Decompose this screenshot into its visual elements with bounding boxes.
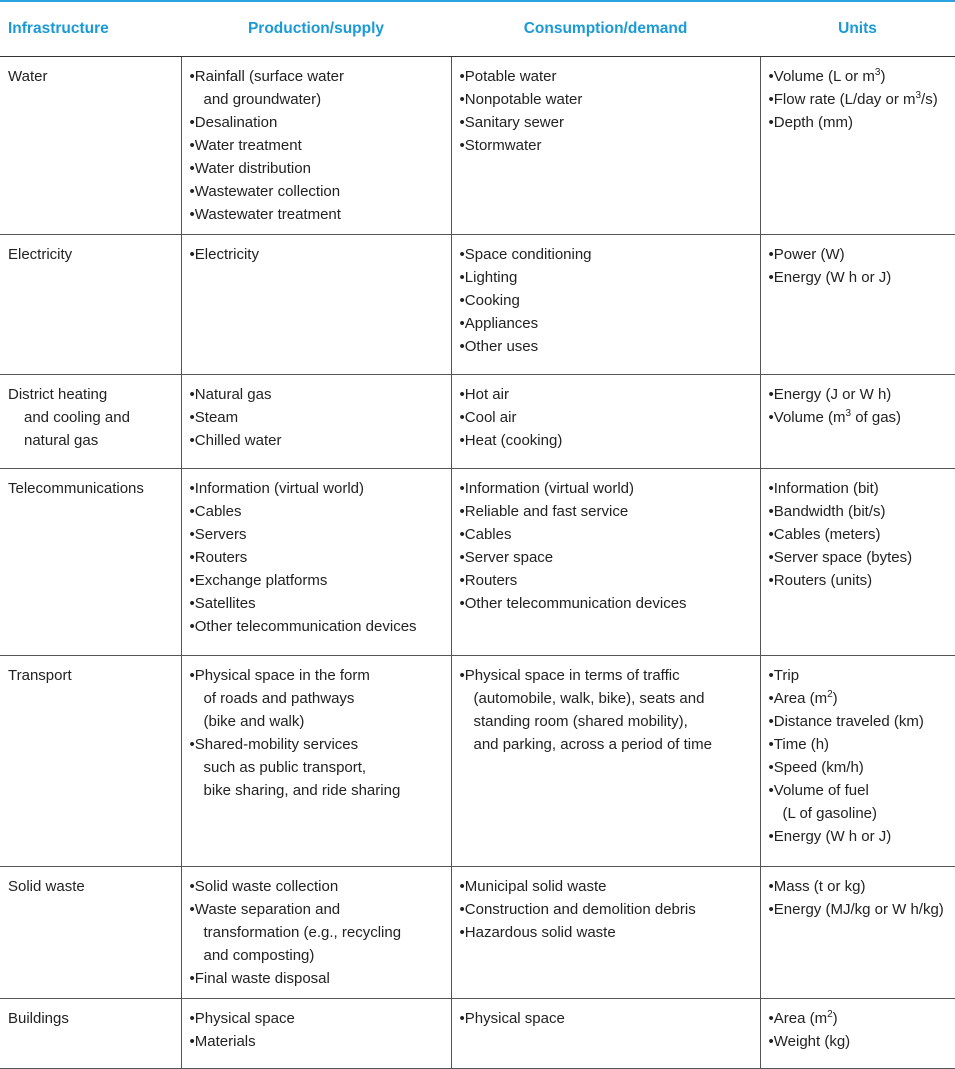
- item-line: Area $(m^2)$: [773, 689, 838, 708]
- list-item: [190, 592, 443, 615]
- list-item: [460, 88, 752, 111]
- item-line: Satellites: [194, 595, 256, 613]
- list-item: [769, 898, 948, 921]
- bullet-icon: •: [768, 667, 774, 685]
- list-item: [769, 500, 948, 523]
- item-line: Information (bit): [773, 480, 879, 498]
- list-item: [460, 335, 752, 358]
- item-line: Volume of fuel: [773, 782, 869, 800]
- list-item: [190, 111, 443, 134]
- header-row: [0, 1, 955, 56]
- list-item: [769, 65, 948, 88]
- header-consumption: Consumption/demand: [451, 1, 760, 56]
- bullet-icon: •: [768, 782, 774, 800]
- item-line: Energy (MJ/kg or W h/kg): [773, 901, 944, 919]
- bullet-icon: •: [768, 67, 774, 85]
- bullet-icon: •: [189, 480, 195, 498]
- list-item: [769, 546, 948, 569]
- item-line: Other telecommunication devices: [194, 618, 417, 636]
- item-line: Hazardous solid waste: [464, 924, 616, 942]
- item-line: Final waste disposal: [194, 970, 330, 988]
- item-line: Space conditioning: [464, 246, 592, 264]
- bullet-icon: •: [459, 292, 465, 310]
- bullet-icon: •: [189, 182, 195, 200]
- bullet-list: [190, 383, 443, 452]
- bullet-icon: •: [459, 338, 465, 356]
- item-line: (automobile, walk, bike), seats and: [473, 690, 705, 708]
- list-item: [769, 88, 948, 111]
- list-item: [190, 546, 443, 569]
- bullet-list: [769, 477, 948, 592]
- item-line: Server space (bytes): [773, 549, 913, 567]
- item-line: Water treatment: [194, 136, 302, 154]
- bullet-icon: •: [459, 549, 465, 567]
- item-line: Information (virtual world): [464, 480, 634, 498]
- list-item: [460, 664, 752, 756]
- item-line: Cables (meters): [773, 526, 881, 544]
- bullet-icon: •: [768, 503, 774, 521]
- item-line: Routers (units): [773, 572, 873, 590]
- bullet-icon: •: [189, 1009, 195, 1027]
- bullet-icon: •: [459, 503, 465, 521]
- production-cell: [181, 56, 451, 235]
- list-item: [769, 111, 948, 134]
- bullet-icon: •: [768, 690, 774, 708]
- item-line: Hot air: [464, 386, 509, 404]
- bullet-icon: •: [189, 618, 195, 636]
- units-cell: [760, 469, 955, 656]
- bullet-icon: •: [768, 828, 774, 846]
- bullet-icon: •: [459, 924, 465, 942]
- infrastructure-cell: [0, 469, 181, 656]
- bullet-icon: •: [768, 713, 774, 731]
- infrastructure-name: Solid waste: [8, 878, 85, 896]
- list-item: [460, 406, 752, 429]
- infrastructure-cell: [0, 56, 181, 235]
- item-line: Flow rate (L/day or $m^3/s$): [773, 89, 938, 108]
- list-item: [190, 733, 443, 802]
- bullet-icon: •: [189, 246, 195, 264]
- bullet-list: [769, 875, 948, 921]
- bullet-icon: •: [768, 549, 774, 567]
- list-item: [460, 65, 752, 88]
- bullet-icon: •: [768, 246, 774, 264]
- list-item: [190, 157, 443, 180]
- bullet-icon: •: [189, 572, 195, 590]
- bullet-icon: •: [189, 113, 195, 131]
- consumption-cell: [451, 56, 760, 235]
- bullet-icon: •: [459, 409, 465, 427]
- superscript: 3: [874, 66, 881, 78]
- bullet-icon: •: [189, 136, 195, 154]
- bullet-list: [190, 875, 443, 990]
- item-line: Wastewater treatment: [194, 205, 341, 223]
- item-line: Cool air: [464, 409, 517, 427]
- consumption-cell: [451, 375, 760, 469]
- item-line: Construction and demolition debris: [464, 901, 696, 919]
- list-item: [190, 406, 443, 429]
- bullet-icon: •: [189, 736, 195, 754]
- table-row: [0, 56, 955, 235]
- bullet-icon: •: [459, 878, 465, 896]
- list-item: [769, 383, 948, 406]
- bullet-icon: •: [768, 1009, 774, 1027]
- item-line: Nonpotable water: [464, 90, 583, 108]
- item-line: and parking, across a period of time: [473, 736, 712, 754]
- bullet-icon: •: [459, 1009, 465, 1027]
- bullet-icon: •: [189, 901, 195, 919]
- list-item: [769, 664, 948, 687]
- list-item: [190, 1030, 443, 1053]
- bullet-list: [460, 65, 752, 157]
- list-item: [460, 312, 752, 335]
- consumption-cell: [451, 867, 760, 999]
- item-line: Other uses: [464, 338, 539, 356]
- bullet-icon: •: [189, 409, 195, 427]
- item-line: Heat (cooking): [464, 432, 563, 450]
- list-item: [769, 756, 948, 779]
- list-item: [769, 1030, 948, 1053]
- item-line: Chilled water: [194, 432, 282, 450]
- item-line: (bike and walk): [203, 713, 305, 731]
- item-line: Solid waste collection: [194, 878, 339, 896]
- header-infrastructure: Infrastructure: [0, 1, 181, 56]
- superscript: 3: [845, 408, 852, 420]
- bullet-icon: •: [189, 1032, 195, 1050]
- list-item: [769, 875, 948, 898]
- list-item: [190, 1007, 443, 1030]
- list-item: [190, 243, 443, 266]
- table-row: [0, 998, 955, 1068]
- item-line: bike sharing, and ride sharing: [203, 782, 401, 800]
- item-line: Water distribution: [194, 159, 311, 177]
- item-line: Reliable and fast service: [464, 503, 629, 521]
- bullet-list: [460, 383, 752, 452]
- list-item: [190, 898, 443, 967]
- infrastructure-name: Transport: [8, 667, 72, 685]
- list-item: [769, 523, 948, 546]
- item-line: Other telecommunication devices: [464, 595, 687, 613]
- item-line: Desalination: [194, 113, 278, 131]
- superscript: 3: [915, 89, 922, 101]
- item-line: Lighting: [464, 269, 518, 287]
- list-item: [460, 592, 752, 615]
- bullet-icon: •: [768, 736, 774, 754]
- bullet-icon: •: [189, 386, 195, 404]
- infrastructure-cell: [0, 235, 181, 375]
- bullet-icon: •: [459, 526, 465, 544]
- list-item: [460, 569, 752, 592]
- table-body: [0, 56, 955, 1069]
- bullet-list: [769, 1007, 948, 1053]
- item-line: Wastewater collection: [194, 182, 341, 200]
- item-line: Shared-mobility services: [194, 736, 359, 754]
- item-line: Bandwidth (bit/s): [773, 503, 886, 521]
- production-cell: [181, 656, 451, 867]
- bullet-icon: •: [189, 526, 195, 544]
- item-line: Municipal solid waste: [464, 878, 607, 896]
- list-item: [769, 710, 948, 733]
- list-item: [460, 111, 752, 134]
- bullet-list: [460, 243, 752, 358]
- table-row: [0, 375, 955, 469]
- bullet-icon: •: [768, 526, 774, 544]
- item-line: Sanitary sewer: [464, 113, 564, 131]
- list-item: [460, 500, 752, 523]
- units-cell: [760, 867, 955, 999]
- infrastructure-name: Buildings: [8, 1009, 69, 1027]
- item-line: Routers: [194, 549, 248, 567]
- item-line: Power (W): [773, 246, 845, 264]
- units-cell: [760, 375, 955, 469]
- item-line: Stormwater: [464, 136, 542, 154]
- units-cell: [760, 56, 955, 235]
- bullet-icon: •: [189, 67, 195, 85]
- bullet-icon: •: [768, 409, 774, 427]
- list-item: [460, 266, 752, 289]
- bullet-icon: •: [189, 878, 195, 896]
- table-row: [0, 656, 955, 867]
- header-production: Production/supply: [181, 1, 451, 56]
- list-item: [190, 383, 443, 406]
- list-item: [769, 825, 948, 848]
- item-line: Volume ($m^3$ of gas): [773, 408, 902, 427]
- item-line: of roads and pathways: [203, 690, 355, 708]
- units-cell: [760, 235, 955, 375]
- bullet-list: [460, 1007, 752, 1030]
- bullet-icon: •: [768, 1032, 774, 1050]
- list-item: [190, 615, 443, 638]
- consumption-cell: [451, 998, 760, 1068]
- list-item: [769, 406, 948, 429]
- bullet-icon: •: [189, 549, 195, 567]
- item-line: and groundwater): [203, 90, 322, 108]
- list-item: [190, 134, 443, 157]
- infrastructure-name: Water: [8, 67, 48, 85]
- item-line: Weight (kg): [773, 1032, 851, 1050]
- bullet-icon: •: [459, 667, 465, 685]
- bullet-list: [460, 875, 752, 944]
- bullet-icon: •: [459, 136, 465, 154]
- infrastructure-cell: [0, 375, 181, 469]
- bullet-list: [190, 243, 443, 266]
- bullet-icon: •: [189, 595, 195, 613]
- list-item: [460, 875, 752, 898]
- list-item: [769, 243, 948, 266]
- item-line: (L of gasoline): [782, 805, 877, 823]
- infrastructure-name: District heating: [8, 386, 108, 404]
- list-item: [460, 289, 752, 312]
- bullet-icon: •: [459, 901, 465, 919]
- table-row: [0, 235, 955, 375]
- bullet-list: [460, 477, 752, 615]
- list-item: [460, 523, 752, 546]
- infrastructure-name: natural gas: [24, 432, 99, 450]
- bullet-list: [769, 383, 948, 429]
- item-line: and composting): [203, 947, 315, 965]
- item-line: Physical space in the form: [194, 667, 370, 685]
- list-item: [769, 779, 948, 825]
- item-line: Materials: [194, 1032, 256, 1050]
- units-cell: [760, 656, 955, 867]
- bullet-icon: •: [768, 572, 774, 590]
- bullet-icon: •: [459, 269, 465, 287]
- table-row: [0, 867, 955, 999]
- item-line: Depth (mm): [773, 113, 853, 131]
- item-line: Physical space: [194, 1009, 295, 1027]
- bullet-icon: •: [768, 386, 774, 404]
- item-line: Waste separation and: [194, 901, 341, 919]
- list-item: [190, 180, 443, 203]
- bullet-icon: •: [768, 759, 774, 777]
- bullet-icon: •: [768, 901, 774, 919]
- list-item: [190, 477, 443, 500]
- list-item: [460, 546, 752, 569]
- list-item: [190, 65, 443, 111]
- item-line: Rainfall (surface water: [194, 67, 344, 85]
- bullet-icon: •: [459, 432, 465, 450]
- item-line: Cables: [464, 526, 512, 544]
- bullet-list: [769, 243, 948, 289]
- list-item: [769, 687, 948, 710]
- bullet-icon: •: [768, 269, 774, 287]
- bullet-icon: •: [189, 970, 195, 988]
- list-item: [769, 733, 948, 756]
- list-item: [460, 383, 752, 406]
- production-cell: [181, 867, 451, 999]
- item-line: Servers: [194, 526, 247, 544]
- superscript: 2: [827, 1008, 833, 1020]
- bullet-list: [769, 65, 948, 134]
- item-line: Speed (km/h): [773, 759, 864, 777]
- bullet-icon: •: [189, 667, 195, 685]
- infrastructure-name: Electricity: [8, 246, 73, 264]
- item-line: Trip: [773, 667, 800, 685]
- bullet-icon: •: [459, 386, 465, 404]
- bullet-icon: •: [189, 159, 195, 177]
- bullet-icon: •: [459, 113, 465, 131]
- list-item: [190, 875, 443, 898]
- item-line: Energy (W h or J): [773, 269, 892, 287]
- item-line: Server space: [464, 549, 554, 567]
- table-row: [0, 469, 955, 656]
- bullet-icon: •: [189, 205, 195, 223]
- item-line: Physical space: [464, 1009, 565, 1027]
- infrastructure-cell: [0, 867, 181, 999]
- item-line: Volume (L or $m^3$): [773, 66, 886, 85]
- item-line: Appliances: [464, 315, 539, 333]
- bullet-icon: •: [459, 246, 465, 264]
- list-item: [190, 523, 443, 546]
- bullet-icon: •: [459, 480, 465, 498]
- bullet-icon: •: [768, 878, 774, 896]
- item-line: standing room (shared mobility),: [473, 713, 688, 731]
- list-item: [460, 898, 752, 921]
- infrastructure-cell: [0, 998, 181, 1068]
- list-item: [460, 134, 752, 157]
- list-item: [190, 500, 443, 523]
- consumption-cell: [451, 235, 760, 375]
- item-line: Area $(m^2)$: [773, 1008, 838, 1027]
- bullet-icon: •: [189, 503, 195, 521]
- item-line: Natural gas: [194, 386, 272, 404]
- item-line: Energy (W h or J): [773, 828, 892, 846]
- item-line: transformation (e.g., recycling: [203, 924, 402, 942]
- bullet-icon: •: [768, 480, 774, 498]
- item-line: Steam: [194, 409, 239, 427]
- item-line: Exchange platforms: [194, 572, 328, 590]
- item-line: Time (h): [773, 736, 830, 754]
- bullet-icon: •: [459, 572, 465, 590]
- bullet-list: [769, 664, 948, 848]
- list-item: [190, 203, 443, 226]
- infrastructure-name: and cooling and: [24, 409, 130, 427]
- superscript: 2: [827, 689, 833, 701]
- item-line: Distance traveled (km): [773, 713, 924, 731]
- item-line: Routers: [464, 572, 518, 590]
- consumption-cell: [451, 469, 760, 656]
- production-cell: [181, 469, 451, 656]
- list-item: [769, 569, 948, 592]
- list-item: [190, 664, 443, 733]
- bullet-icon: •: [459, 595, 465, 613]
- infrastructure-name: Telecommunications: [8, 480, 144, 498]
- production-cell: [181, 998, 451, 1068]
- bullet-icon: •: [459, 67, 465, 85]
- bullet-icon: •: [768, 113, 774, 131]
- consumption-cell: [451, 656, 760, 867]
- bullet-icon: •: [459, 315, 465, 333]
- item-line: Information (virtual world): [194, 480, 364, 498]
- production-cell: [181, 235, 451, 375]
- list-item: [769, 1007, 948, 1030]
- item-line: Potable water: [464, 67, 557, 85]
- item-line: such as public transport,: [203, 759, 367, 777]
- list-item: [460, 477, 752, 500]
- production-cell: [181, 375, 451, 469]
- bullet-icon: •: [189, 432, 195, 450]
- item-line: Cooking: [464, 292, 520, 310]
- list-item: [460, 1007, 752, 1030]
- list-item: [460, 243, 752, 266]
- header-units: Units: [760, 1, 955, 56]
- bullet-icon: •: [768, 90, 774, 108]
- bullet-list: [190, 65, 443, 226]
- list-item: [460, 921, 752, 944]
- list-item: [190, 429, 443, 452]
- bullet-list: [190, 477, 443, 638]
- bullet-list: [190, 1007, 443, 1053]
- list-item: [190, 967, 443, 990]
- item-line: Cables: [194, 503, 242, 521]
- infrastructure-cell: [0, 656, 181, 867]
- list-item: [460, 429, 752, 452]
- item-line: Energy (J or W h): [773, 386, 892, 404]
- list-item: [769, 477, 948, 500]
- units-cell: [760, 998, 955, 1068]
- bullet-list: [460, 664, 752, 756]
- list-item: [190, 569, 443, 592]
- list-item: [769, 266, 948, 289]
- bullet-icon: •: [459, 90, 465, 108]
- item-line: Physical space in terms of traffic: [464, 667, 680, 685]
- bullet-list: [190, 664, 443, 802]
- item-line: Mass (t or kg): [773, 878, 866, 896]
- item-line: Electricity: [194, 246, 259, 264]
